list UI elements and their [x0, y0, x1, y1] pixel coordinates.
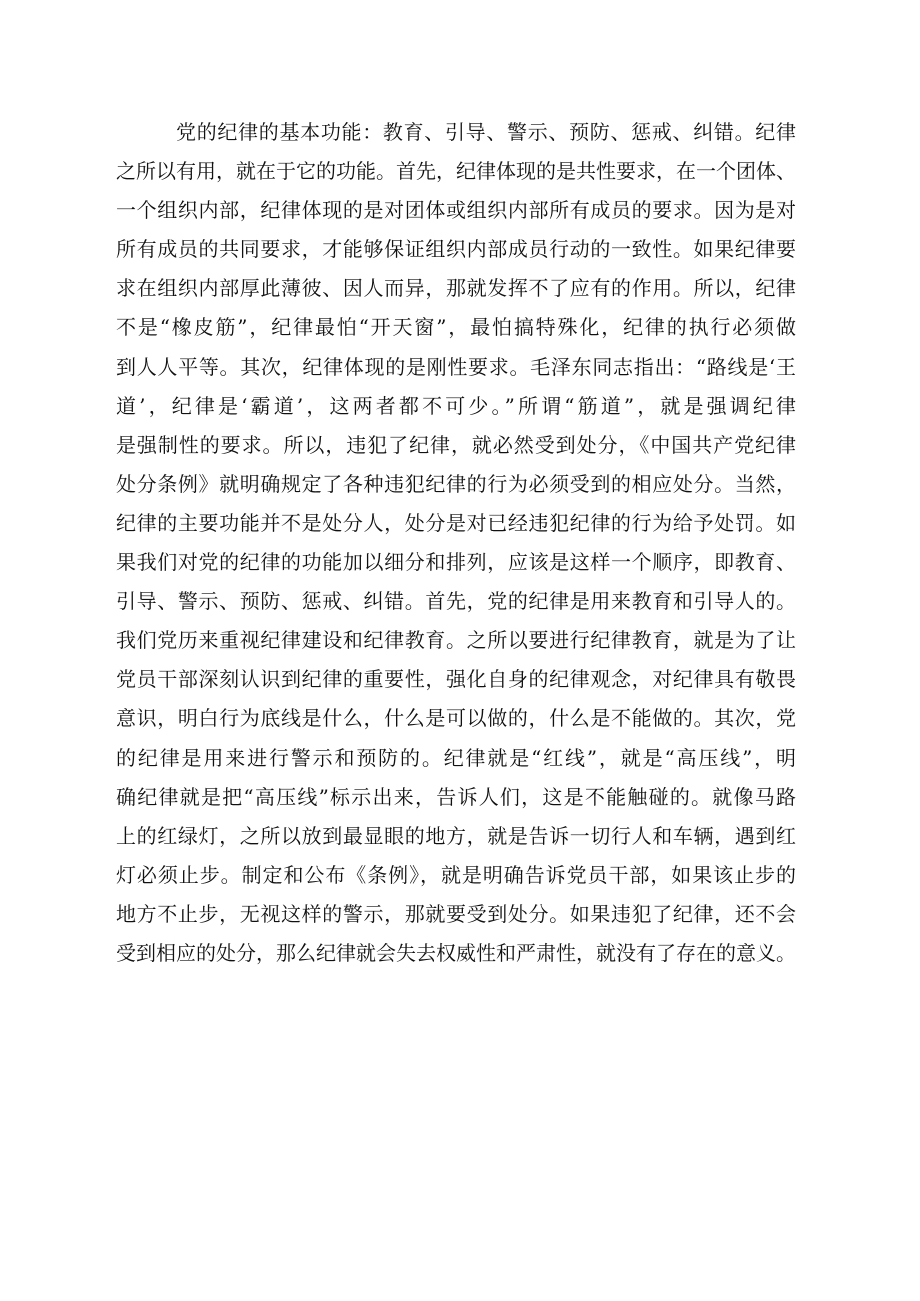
- paragraph-line: 不是“橡皮筋”，纪律最怕“开天窗”，最怕搞特殊化，纪律的执行必须做: [116, 315, 796, 340]
- paragraph-line: 果我们对党的纪律的功能加以细分和排列，应该是这样一个顺序，即教育、: [116, 550, 796, 575]
- paragraph-line: 受到相应的处分，那么纪律就会失去权威性和严肃性，就没有了存在的意义。: [116, 940, 796, 965]
- paragraph-line: 我们党历来重视纪律建设和纪律教育。之所以要进行纪律教育，就是为了让: [116, 628, 796, 653]
- paragraph-line: 道’，纪律是‘霸道’，这两者都不可少。”所谓“筋道”，就是强调纪律: [116, 393, 796, 418]
- paragraph-line: 引导、警示、预防、惩戒、纠错。首先，党的纪律是用来教育和引导人的。: [116, 589, 796, 614]
- paragraph-line: 所有成员的共同要求，才能够保证组织内部成员行动的一致性。如果纪律要: [116, 237, 796, 262]
- paragraph-line: 之所以有用，就在于它的功能。首先，纪律体现的是共性要求，在一个团体、: [116, 159, 796, 184]
- paragraph-line: 地方不止步，无视这样的警示，那就要受到处分。如果违犯了纪律，还不会: [116, 901, 796, 926]
- paragraph-line: 确纪律就是把“高压线”标示出来，告诉人们，这是不能触碰的。就像马路: [116, 784, 796, 809]
- paragraph-line: 意识，明白行为底线是什么，什么是可以做的，什么是不能做的。其次，党: [116, 706, 796, 731]
- paragraph-line: 党员干部深刻认识到纪律的重要性，强化自身的纪律观念，对纪律具有敬畏: [116, 667, 796, 692]
- paragraph-line: 处分条例》就明确规定了各种违犯纪律的行为必须受到的相应处分。当然，: [116, 471, 796, 496]
- body-paragraph: [116, 113, 796, 973]
- paragraph-line: 党的纪律的基本功能：教育、引导、警示、预防、惩戒、纠错。纪律: [176, 120, 796, 144]
- paragraph-line: 求在组织内部厚此薄彼、因人而异，那就发挥不了应有的作用。所以，纪律: [116, 276, 796, 301]
- paragraph-line: 的纪律是用来进行警示和预防的。纪律就是“红线”，就是“高压线”，明: [116, 745, 796, 770]
- paragraph-line: 灯必须止步。制定和公布《条例》，就是明确告诉党员干部，如果该止步的: [116, 862, 796, 887]
- paragraph-line: 上的红绿灯，之所以放到最显眼的地方，就是告诉一切行人和车辆，遇到红: [116, 823, 796, 848]
- paragraph-line: 是强制性的要求。所以，违犯了纪律，就必然受到处分，《中国共产党纪律: [116, 432, 796, 457]
- paragraph-line: 一个组织内部，纪律体现的是对团体或组织内部所有成员的要求。因为是对: [116, 198, 796, 223]
- paragraph-line: 到人人平等。其次，纪律体现的是刚性要求。毛泽东同志指出：“路线是‘王: [116, 354, 796, 379]
- paragraph-line: 纪律的主要功能并不是处分人，处分是对已经违犯纪律的行为给予处罚。如: [116, 510, 796, 535]
